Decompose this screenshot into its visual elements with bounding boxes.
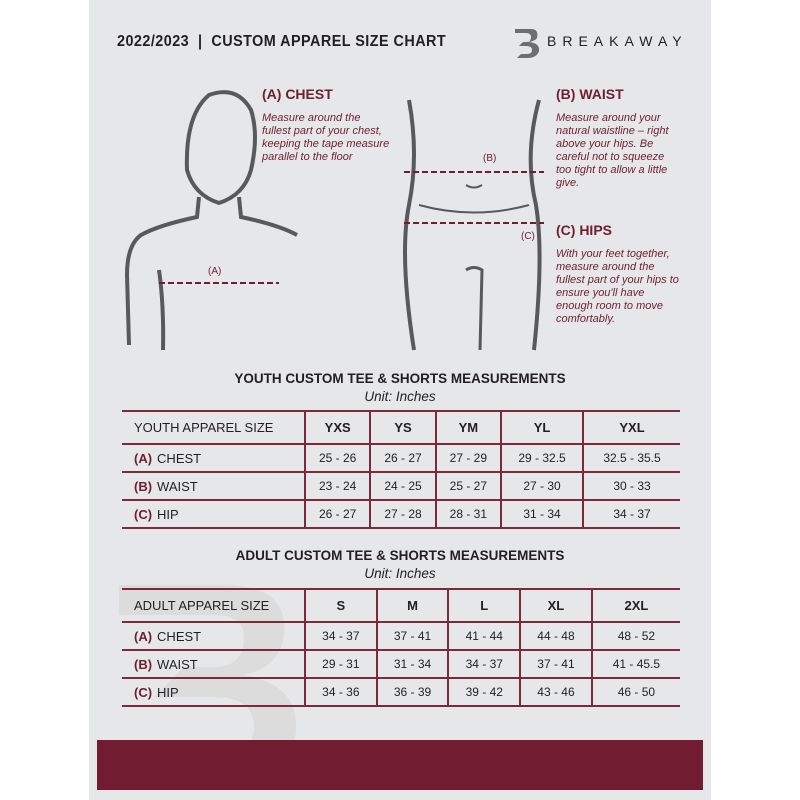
hips-marker: (C) bbox=[521, 231, 535, 242]
size-value: 25 - 27 bbox=[436, 472, 501, 500]
measurement-name: HIP bbox=[157, 684, 179, 700]
size-value: 27 - 28 bbox=[370, 500, 435, 528]
footer-bar bbox=[97, 740, 703, 790]
size-value: 34 - 37 bbox=[583, 500, 680, 528]
measurement-letter: (B) bbox=[134, 656, 153, 672]
brand-name: BREAKAWAY bbox=[547, 33, 688, 49]
size-value: 26 - 27 bbox=[305, 500, 370, 528]
adult-size-table bbox=[122, 588, 680, 707]
waist-marker: (B) bbox=[483, 153, 497, 164]
table-row bbox=[122, 500, 680, 528]
measurement-name: CHEST bbox=[157, 450, 202, 466]
header-cell: M bbox=[377, 589, 449, 622]
measurement-label bbox=[122, 622, 305, 650]
measurement-letter: (C) bbox=[134, 506, 153, 522]
measurement-label bbox=[122, 472, 305, 500]
size-value: 27 - 29 bbox=[436, 444, 501, 472]
size-value: 31 - 34 bbox=[501, 500, 583, 528]
hips-heading: (C) HIPS bbox=[556, 222, 612, 238]
size-value: 41 - 45.5 bbox=[592, 650, 680, 678]
size-value: 37 - 41 bbox=[377, 622, 449, 650]
table-row bbox=[122, 650, 680, 678]
measurement-letter: (C) bbox=[134, 684, 153, 700]
youth-size-table bbox=[122, 410, 680, 529]
page-title: 2022/2023 | CUSTOM APPAREL SIZE CHART bbox=[117, 33, 447, 50]
size-value: 29 - 32.5 bbox=[501, 444, 583, 472]
size-value: 44 - 48 bbox=[520, 622, 592, 650]
size-value: 30 - 33 bbox=[583, 472, 680, 500]
size-value: 31 - 34 bbox=[377, 650, 449, 678]
size-chart-page bbox=[89, 0, 711, 800]
size-value: 34 - 36 bbox=[305, 678, 377, 706]
adult-title: ADULT CUSTOM TEE & SHORTS MEASUREMENTS bbox=[235, 548, 565, 563]
waist-description: Measure around your natural waistline – right above your hips. Be careful not to squeeze too tight to allow a little give. bbox=[556, 112, 669, 189]
measurement-label bbox=[122, 678, 305, 706]
size-value: 32.5 - 35.5 bbox=[583, 444, 680, 472]
table-row bbox=[122, 472, 680, 500]
header-cell: 2XL bbox=[592, 589, 680, 622]
waist-heading: (B) WAIST bbox=[556, 86, 624, 102]
measurement-letter: (B) bbox=[134, 478, 153, 494]
chest-marker: (A) bbox=[208, 266, 222, 277]
size-value: 41 - 44 bbox=[448, 622, 520, 650]
header-row bbox=[122, 589, 680, 622]
header-cell: YXS bbox=[305, 411, 370, 444]
size-value: 37 - 41 bbox=[520, 650, 592, 678]
youth-title: YOUTH CUSTOM TEE & SHORTS MEASUREMENTS bbox=[234, 371, 566, 386]
chest-description: Measure around the fullest part of your chest, keeping the tape measure parallel to the floor bbox=[262, 112, 390, 163]
table-row bbox=[122, 444, 680, 472]
header-cell: ADULT APPAREL SIZE bbox=[122, 589, 305, 622]
hips-description: With your feet together, measure around the fullest part of your hips to ensure you'll have enough room to move comfortably. bbox=[556, 248, 679, 325]
header-cell: S bbox=[305, 589, 377, 622]
size-value: 39 - 42 bbox=[448, 678, 520, 706]
size-value: 23 - 24 bbox=[305, 472, 370, 500]
size-value: 48 - 52 bbox=[592, 622, 680, 650]
size-value: 34 - 37 bbox=[305, 622, 377, 650]
header-cell: YS bbox=[370, 411, 435, 444]
measurement-name: HIP bbox=[157, 506, 179, 522]
table-row bbox=[122, 622, 680, 650]
header-row bbox=[122, 411, 680, 444]
size-value: 46 - 50 bbox=[592, 678, 680, 706]
measurement-label bbox=[122, 500, 305, 528]
measurement-name: CHEST bbox=[157, 628, 202, 644]
size-value: 29 - 31 bbox=[305, 650, 377, 678]
size-value: 43 - 46 bbox=[520, 678, 592, 706]
size-value: 28 - 31 bbox=[436, 500, 501, 528]
chest-heading: (A) CHEST bbox=[262, 86, 333, 102]
breakaway-logo-icon bbox=[513, 25, 543, 59]
measurement-label bbox=[122, 444, 305, 472]
size-value: 36 - 39 bbox=[377, 678, 449, 706]
size-value: 34 - 37 bbox=[448, 650, 520, 678]
size-value: 24 - 25 bbox=[370, 472, 435, 500]
measurement-name: WAIST bbox=[157, 478, 198, 494]
youth-unit: Unit: Inches bbox=[364, 389, 436, 404]
lower-body-illustration bbox=[394, 95, 554, 355]
table-row bbox=[122, 678, 680, 706]
header-cell: XL bbox=[520, 589, 592, 622]
size-value: 26 - 27 bbox=[370, 444, 435, 472]
header-cell: YM bbox=[436, 411, 501, 444]
header-cell: YXL bbox=[583, 411, 680, 444]
measurement-label bbox=[122, 650, 305, 678]
measurement-name: WAIST bbox=[157, 656, 198, 672]
size-value: 27 - 30 bbox=[501, 472, 583, 500]
header-cell: L bbox=[448, 589, 520, 622]
adult-unit: Unit: Inches bbox=[364, 566, 436, 581]
measurement-letter: (A) bbox=[134, 450, 153, 466]
size-value: 25 - 26 bbox=[305, 444, 370, 472]
header-cell: YOUTH APPAREL SIZE bbox=[122, 411, 305, 444]
header-cell: YL bbox=[501, 411, 583, 444]
measurement-letter: (A) bbox=[134, 628, 153, 644]
